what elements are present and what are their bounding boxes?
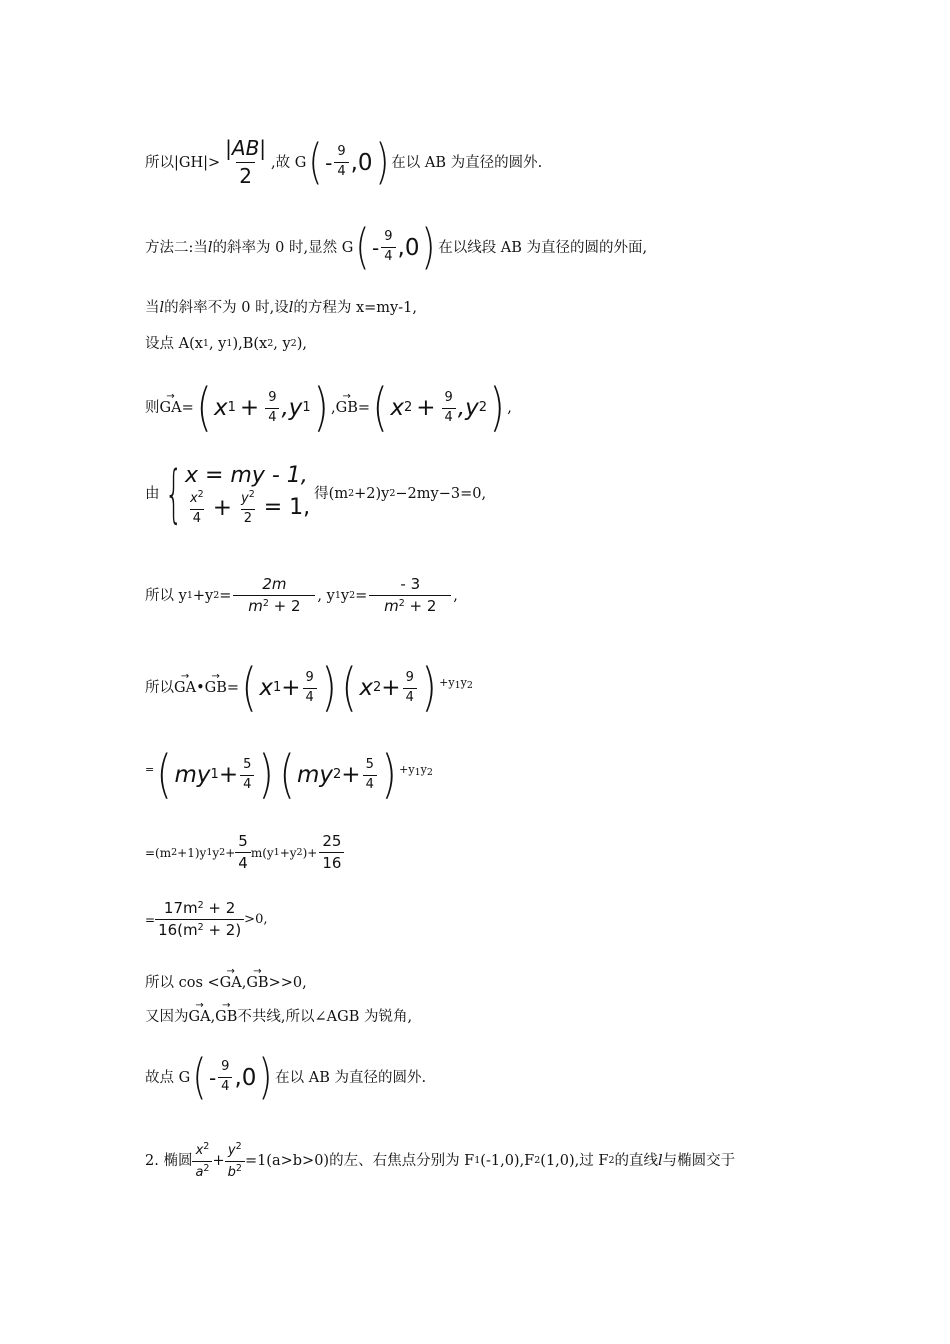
line-10: =(m 2 +1)y 1 y 2 + $\frac{5}{4}$ m(y 1 +y 2 )+ $\frac{25}{16}$ [145,833,346,873]
vector-gb: → GB [246,973,268,993]
fraction-9-4: $\frac{9}{4}$ [381,230,395,265]
line-15-problem-2: 2. 椭圆 $\frac{x^2}{a^2}$ + $\frac{y^2}{b^2}$ =1(a>b>0)的左、右焦点分别为 F 1 (-1,0),F 2 (1,0),过 F 2 的直线 l 与椭圆交于 [145,1141,736,1180]
line-5: 则 → GA = ( x 1 + $\frac{9}{4}$ ,y 1 ) , → GB = ( x 2 + $\frac{9}{4}$ ,y 2 ) , [145,385,512,432]
vector-ga: → GA [189,1007,211,1027]
line-1: 所以|GH|> $\frac{|AB|}{2}$ ,故 G ( - $\frac{9}{4}$ ,0 ) 在以 AB 为直径的圆外. [145,133,543,190]
vector-ga: → GA [174,678,196,698]
vector-ga: → GA [160,398,182,418]
line-13: 又因为 → GA , → GB 不共线,所以∠AGB 为锐角, [145,1007,412,1027]
line-11: = $\frac{17m^2 + 2}{16(m^2 + 2)}$ >0, [145,899,268,940]
line-7: 所以 y 1 +y 2 = $\frac{2m}{m^2 + 2}$ , y 1 y 2 = $\frac{- 3}{m^2 + 2}$ , [145,575,458,616]
vector-ga: → GA [220,973,242,993]
line-4: 设点 A(x 1 , y 1 ),B(x 2 , y 2 ), [145,336,307,352]
line-14: 故点 G ( - $\frac{9}{4}$ ,0 ) 在以 AB 为直径的圆外. [145,1049,427,1105]
equation-system: x = my - 1, $\frac{x^2}{4}$ + $\frac{y^2}{2}$ = 1, [184,463,311,526]
line-3: 当 l 的斜率不为 0 时,设 l 的方程为 x=my-1, [145,300,417,316]
line-2: 方法二:当 l 的斜率为 0 时,显然 G ( - $\frac{9}{4}$ ,0 ) 在以线段 AB 为直径的圆的外面, [145,219,648,275]
line-12: 所以 cos < → GA , → GB >>0, [145,973,307,993]
vector-gb: → GB [215,1007,237,1027]
line-9: = ( my 1 + $\frac{5}{4}$ ) ( my 2 + $\frac{5}{4}$ ) +y1y2 [145,745,433,805]
line-6-system: 由 { x = my - 1, $\frac{x^2}{4}$ + $\frac{y^2}{2}$ = 1, 得(m 2 +2)y 2 −2my−3=0, [145,457,487,531]
vector-gb: → GB [205,678,227,698]
text-gh: 所以|GH|> [145,154,221,171]
left-brace: { [164,457,183,531]
fraction-ab-over-2: $\frac{|AB|}{2}$ [225,136,267,188]
vector-gb: → GB [336,398,358,418]
fraction-9-4: $\frac{9}{4}$ [334,145,348,180]
line-8: 所以 → GA • → GB = ( x 1 + $\frac{9}{4}$ ) ( x 2 + $\frac{9}{4}$ ) +y1y2 [145,665,473,712]
